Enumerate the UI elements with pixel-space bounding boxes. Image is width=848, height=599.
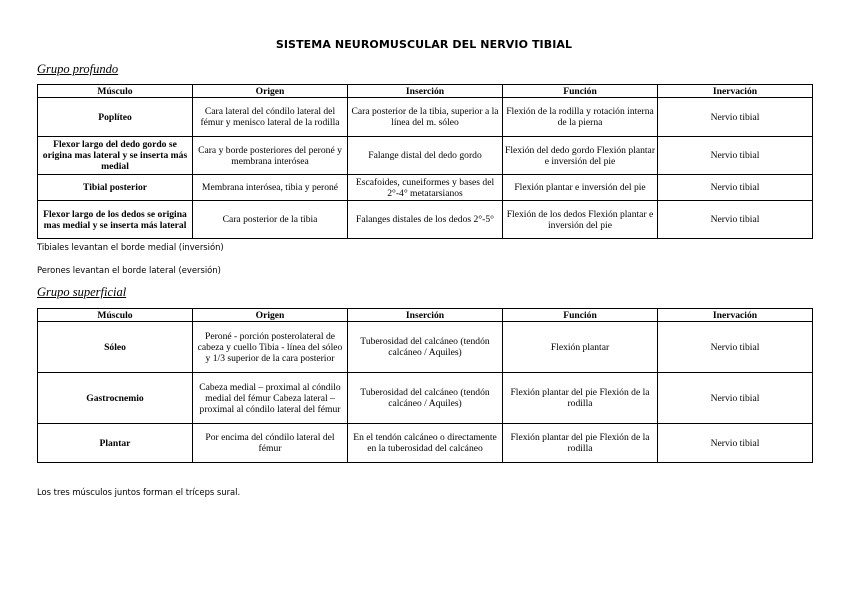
cell-origen: Cara posterior de la tibia (193, 201, 348, 239)
cell-insercion: Cara posterior de la tibia, superior a la línea del m. sóleo (348, 98, 503, 137)
table-row (38, 137, 813, 175)
table-row (38, 322, 813, 373)
cell-origen: Membrana interósea, tibia y peroné (193, 175, 348, 201)
cell-inervacion: Nervio tibial (658, 98, 813, 137)
cell-musculo: Gastrocnemio (38, 373, 193, 424)
cell-inervacion: Nervio tibial (658, 373, 813, 424)
cell-insercion: Falanges distales de los dedos 2°-5° (348, 201, 503, 239)
cell-insercion: Tuberosidad del calcáneo (tendón calcáneo / Aquiles) (348, 322, 503, 373)
table-header-row (38, 85, 813, 98)
cell-origen: Cara lateral del cóndilo lateral del fémur y menisco lateral de la rodilla (193, 98, 348, 137)
note-perones: Perones levantan el borde lateral (eversión) (37, 265, 221, 275)
cell-funcion: Flexión de los dedos Flexión plantar e inversión del pie (503, 201, 658, 239)
cell-musculo: Flexor largo del dedo gordo se origina mas lateral y se inserta más medial (38, 137, 193, 175)
header-musculo: Músculo (38, 309, 193, 322)
header-funcion: Función (503, 309, 658, 322)
cell-funcion: Flexión del dedo gordo Flexión plantar e inversión del pie (503, 137, 658, 175)
note-final: Los tres músculos juntos forman el tríceps sural. (37, 487, 241, 497)
cell-musculo: Poplíteo (38, 98, 193, 137)
table-row (38, 373, 813, 424)
cell-inervacion: Nervio tibial (658, 175, 813, 201)
note-tibiales: Tibiales levantan el borde medial (inversión) (37, 242, 224, 252)
cell-funcion: Flexión de la rodilla y rotación interna de la pierna (503, 98, 658, 137)
header-inervacion: Inervación (658, 85, 813, 98)
cell-origen: Cara y borde posteriores del peroné y membrana interósea (193, 137, 348, 175)
cell-funcion: Flexión plantar del pie Flexión de la rodilla (503, 373, 658, 424)
cell-insercion: Tuberosidad del calcáneo (tendón calcáneo / Aquiles) (348, 373, 503, 424)
table-row (38, 175, 813, 201)
table-header-row (38, 309, 813, 322)
table-row (38, 201, 813, 239)
header-origen: Origen (193, 85, 348, 98)
cell-funcion: Flexión plantar del pie Flexión de la rodilla (503, 424, 658, 463)
section-heading-superficial: Grupo superficial (37, 285, 127, 299)
table-row (38, 424, 813, 463)
header-origen: Origen (193, 309, 348, 322)
cell-funcion: Flexión plantar e inversión del pie (503, 175, 658, 201)
table-profundo (37, 84, 813, 239)
cell-insercion: En el tendón calcáneo o directamente en la tuberosidad del calcáneo (348, 424, 503, 463)
cell-inervacion: Nervio tibial (658, 137, 813, 175)
header-insercion: Inserción (348, 85, 503, 98)
cell-origen: Cabeza medial – proximal al cóndilo medial del fémur Cabeza lateral – proximal al cóndilo lateral del fémur (193, 373, 348, 424)
cell-musculo: Flexor largo de los dedos se origina mas medial y se inserta más lateral (38, 201, 193, 239)
page-title: SISTEMA NEUROMUSCULAR DEL NERVIO TIBIAL (275, 38, 573, 51)
cell-insercion: Escafoides, cuneiformes y bases del 2°-4° metatarsianos (348, 175, 503, 201)
cell-inervacion: Nervio tibial (658, 424, 813, 463)
cell-inervacion: Nervio tibial (658, 201, 813, 239)
header-inervacion: Inervación (658, 309, 813, 322)
cell-musculo: Plantar (38, 424, 193, 463)
cell-insercion: Falange distal del dedo gordo (348, 137, 503, 175)
table-row (38, 98, 813, 137)
cell-inervacion: Nervio tibial (658, 322, 813, 373)
cell-origen: Por encima del cóndilo lateral del fémur (193, 424, 348, 463)
header-funcion: Función (503, 85, 658, 98)
cell-musculo: Tibial posterior (38, 175, 193, 201)
cell-funcion: Flexión plantar (503, 322, 658, 373)
table-superficial (37, 308, 813, 463)
header-insercion: Inserción (348, 309, 503, 322)
section-heading-profundo: Grupo profundo (37, 62, 119, 76)
header-musculo: Músculo (38, 85, 193, 98)
cell-origen: Peroné - porción posterolateral de cabeza y cuello Tibia - línea del sóleo y 1/3 superior de la cara posterior (193, 322, 348, 373)
cell-musculo: Sóleo (38, 322, 193, 373)
